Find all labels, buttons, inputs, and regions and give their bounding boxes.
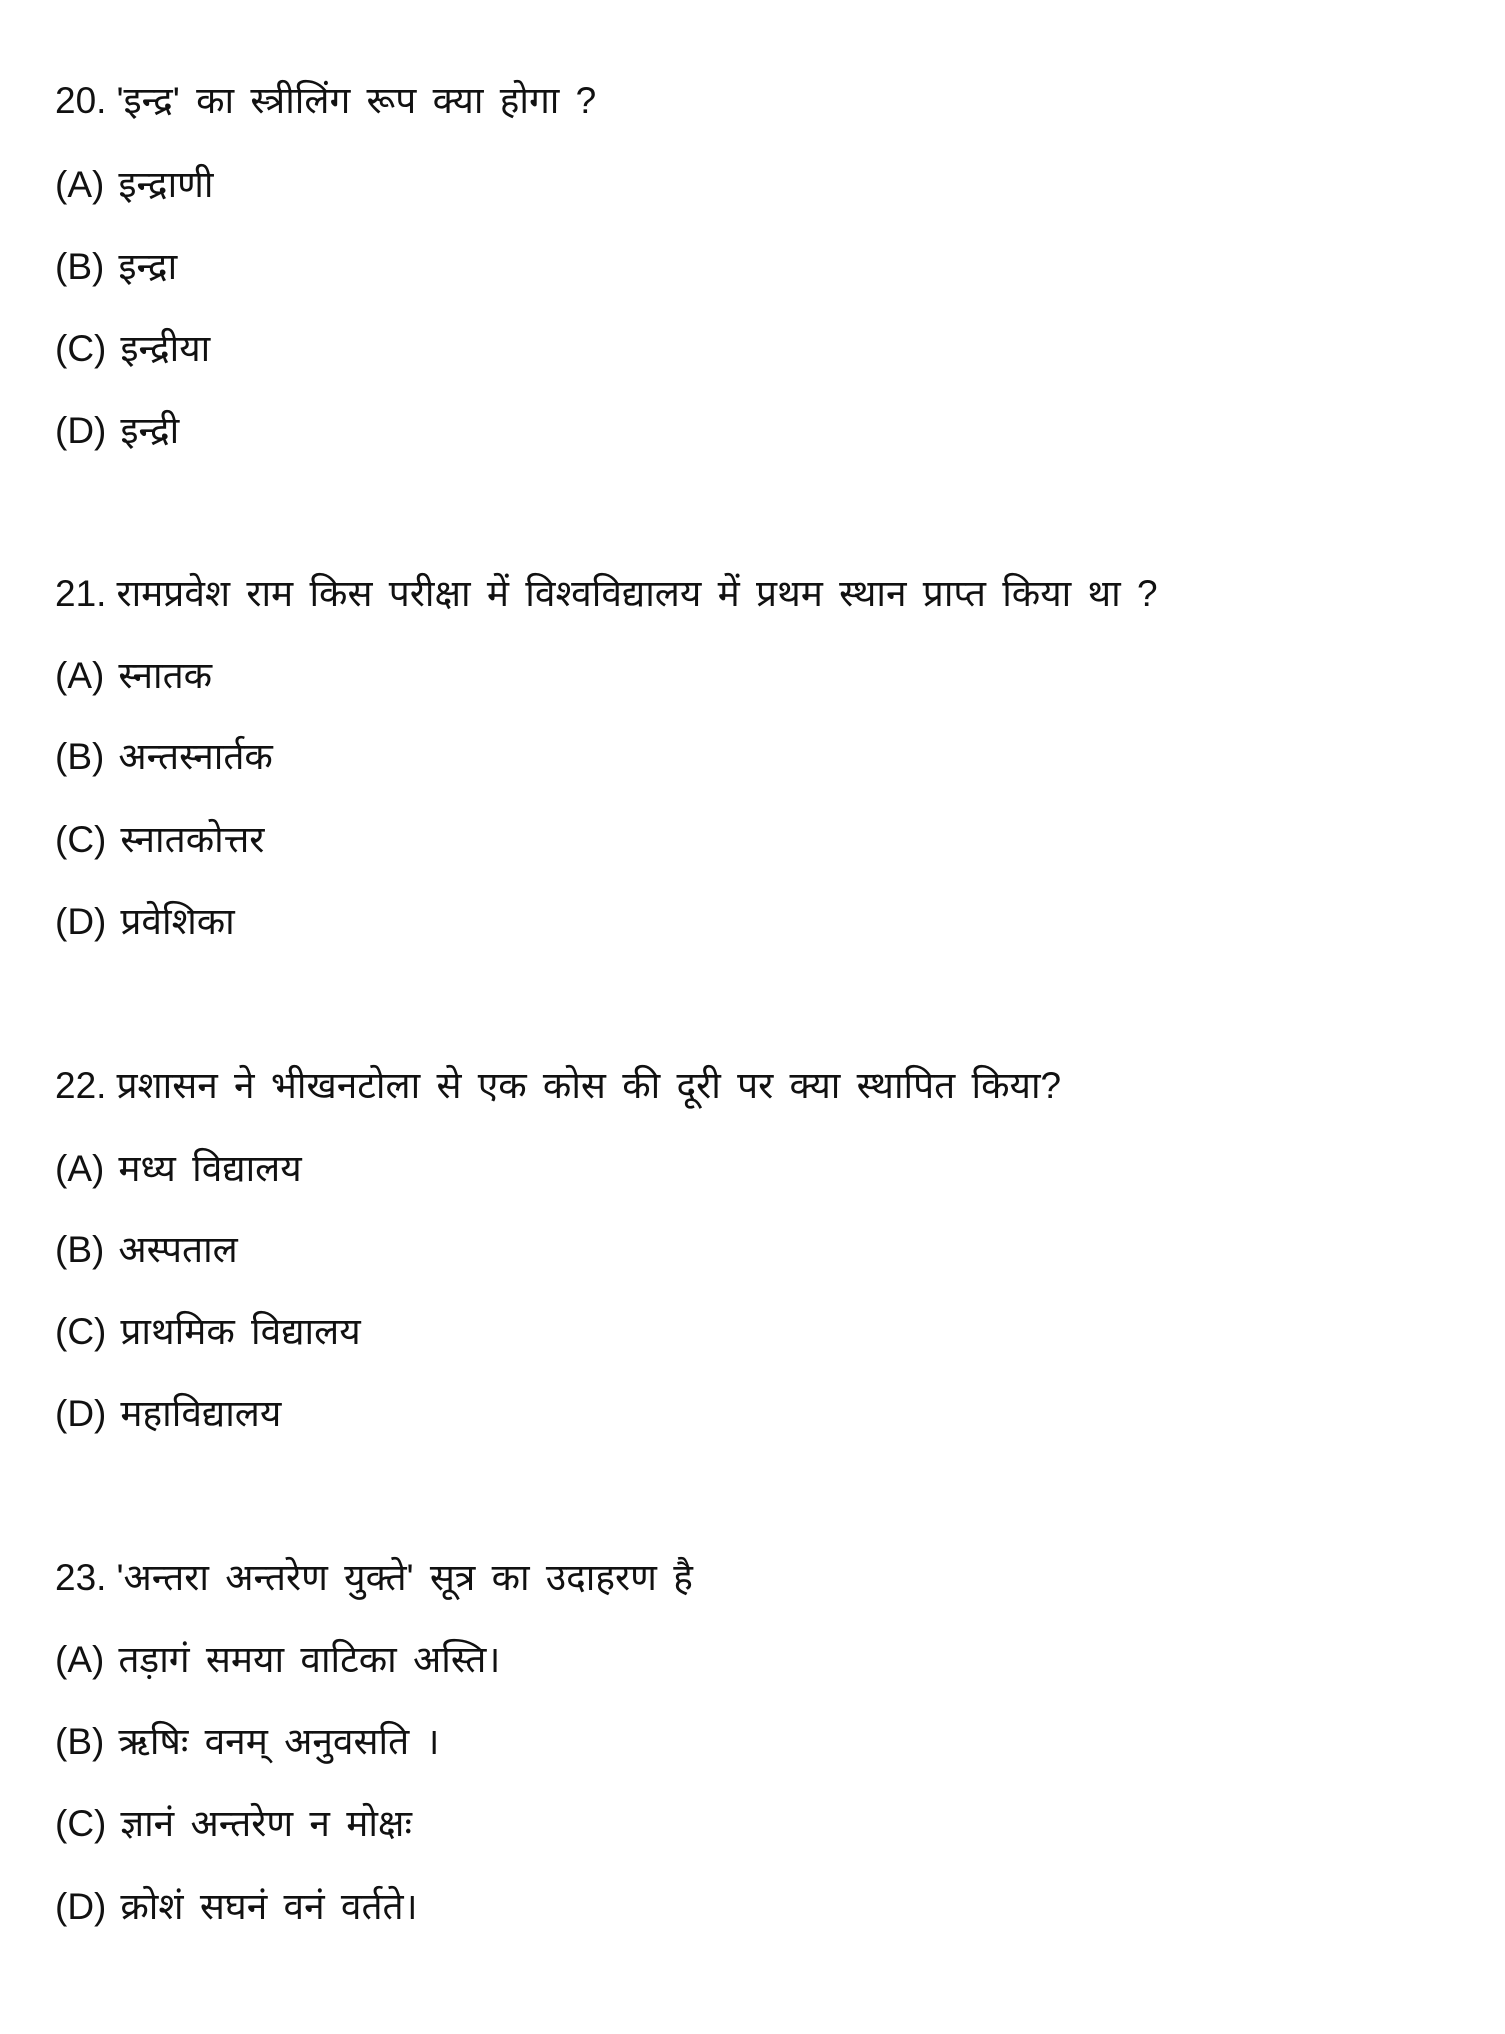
option-c — [55, 327, 210, 371]
option-label: (B) — [55, 1229, 105, 1270]
option-d — [55, 1885, 418, 1929]
option-text: क्रोशं सघनं वनं वर्तते। — [120, 1886, 418, 1927]
question-stem: 'अन्तरा अन्तरेण युक्ते' सूत्र का उदाहरण है — [116, 1557, 693, 1598]
option-a — [55, 1638, 500, 1682]
option-label: (A) — [55, 164, 105, 205]
option-text: अस्पताल — [118, 1229, 238, 1270]
option-label: (D) — [55, 1886, 107, 1927]
question-text — [55, 1556, 693, 1600]
option-b — [55, 735, 273, 779]
option-c — [55, 1802, 412, 1846]
option-text: इन्द्राणी — [118, 164, 214, 205]
option-text: ऋषिः वनम् अनुवसति । — [118, 1721, 440, 1762]
option-label: (B) — [55, 1721, 105, 1762]
question-number: 23. — [55, 1557, 107, 1598]
option-label: (C) — [55, 819, 107, 860]
option-label: (C) — [55, 328, 107, 369]
option-text: अन्तस्नार्तक — [118, 736, 273, 777]
option-text: स्नातकोत्तर — [120, 819, 265, 860]
question-text — [55, 1064, 1061, 1108]
option-text: तड़ागं समया वाटिका अस्ति। — [118, 1639, 501, 1680]
question-number: 21. — [55, 573, 107, 614]
option-a — [55, 654, 212, 698]
option-label: (D) — [55, 1393, 107, 1434]
option-text: स्नातक — [118, 655, 213, 696]
option-d — [55, 409, 179, 453]
option-label: (B) — [55, 246, 105, 287]
option-a — [55, 163, 214, 207]
question-text — [55, 79, 596, 123]
option-text: प्रवेशिका — [120, 901, 235, 942]
option-text: ज्ञानं अन्तरेण न मोक्षः — [120, 1803, 412, 1844]
question-stem: प्रशासन ने भीखनटोला से एक कोस की दूरी पर क्या स्थापित किया? — [116, 1065, 1062, 1106]
option-label: (B) — [55, 736, 105, 777]
question-stem: 'इन्द्र' का स्त्रीलिंग रूप क्या होगा ? — [116, 80, 597, 121]
option-text: इन्द्री — [120, 410, 180, 451]
option-label: (A) — [55, 1148, 105, 1189]
option-b — [55, 1720, 440, 1764]
option-label: (D) — [55, 901, 107, 942]
question-text — [55, 572, 1158, 616]
option-label: (C) — [55, 1803, 107, 1844]
option-b — [55, 1228, 238, 1272]
option-label: (A) — [55, 655, 105, 696]
option-label: (C) — [55, 1311, 107, 1352]
option-text: इन्द्रा — [118, 246, 178, 287]
option-label: (A) — [55, 1639, 105, 1680]
question-number: 20. — [55, 80, 107, 121]
option-text: इन्द्रीया — [120, 328, 211, 369]
option-b — [55, 245, 177, 289]
option-text: महाविद्यालय — [120, 1393, 282, 1434]
option-d — [55, 900, 235, 944]
option-a — [55, 1147, 302, 1191]
option-c — [55, 1310, 361, 1354]
option-label: (D) — [55, 410, 107, 451]
option-c — [55, 818, 264, 862]
question-stem: रामप्रवेश राम किस परीक्षा में विश्वविद्यालय में प्रथम स्थान प्राप्त किया था ? — [116, 573, 1158, 614]
question-number: 22. — [55, 1065, 107, 1106]
option-d — [55, 1392, 281, 1436]
option-text: प्राथमिक विद्यालय — [120, 1311, 361, 1352]
option-text: मध्य विद्यालय — [118, 1148, 302, 1189]
